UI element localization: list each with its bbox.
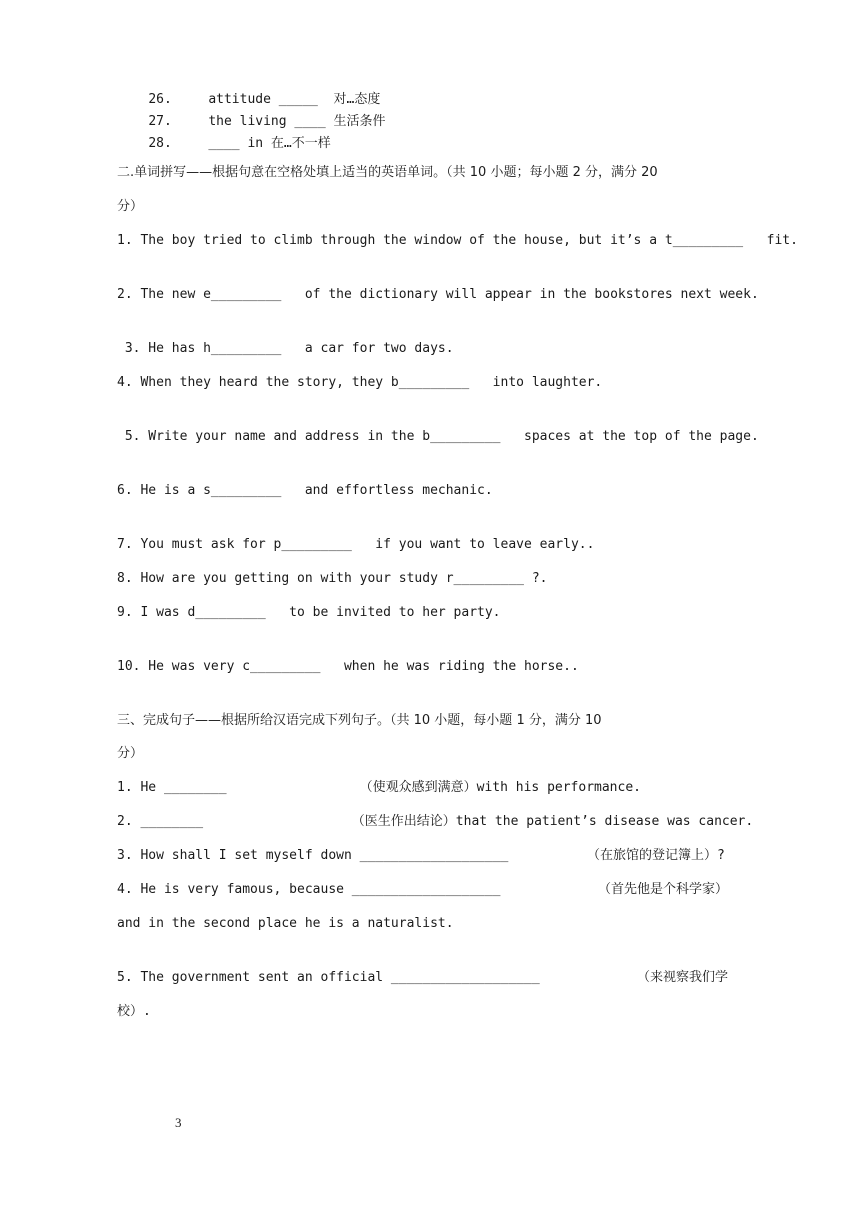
spelling-item-2: 2. The new e_________ of the dictionary will appear in the bookstores next week. bbox=[117, 287, 759, 302]
spelling-item-3: 3. He has h_________ a car for two days. bbox=[117, 341, 454, 356]
completion-sentence-4-cont: and in the second place he is a naturalist. bbox=[117, 916, 454, 931]
vocab-text: attitude _____ 对…态度 bbox=[208, 92, 381, 107]
section2-heading-cont: 分） bbox=[117, 199, 144, 214]
completion-sentence-5: 5. The government sent an official ___________________ bbox=[117, 970, 540, 985]
completion-sentence-4: 4. He is very famous, because ___________________ bbox=[117, 882, 501, 897]
spelling-item-4: 4. When they heard the story, they b_________ into laughter. bbox=[117, 375, 603, 390]
section3-heading-cont: 分） bbox=[117, 746, 144, 761]
completion-sentence-2: 2. ________ （医生作出结论）that the patient’s disease was cancer. bbox=[117, 814, 754, 829]
completion-sentence-4-hint: （首先他是个科学家） bbox=[598, 882, 729, 897]
spelling-item-7: 7. You must ask for p_________ if you want to leave early.. bbox=[117, 537, 595, 552]
completion-sentence-1: 1. He ________ （使观众感到满意）with his performance. bbox=[117, 780, 641, 795]
completion-sentence-3: 3. How shall I set myself down ___________________ bbox=[117, 848, 509, 863]
spelling-item-8: 8. How are you getting on with your study r_________ ?. bbox=[117, 571, 548, 586]
vocab-text: the living ____ 生活条件 bbox=[208, 114, 386, 129]
spelling-item-6: 6. He is a s_________ and effortless mechanic. bbox=[117, 483, 493, 498]
spelling-item-10: 10. He was very c_________ when he was riding the horse.. bbox=[117, 659, 579, 674]
vocab-number: 27. bbox=[148, 114, 172, 129]
vocab-number: 26. bbox=[148, 92, 172, 107]
completion-sentence-5-cont: 校）. bbox=[117, 1004, 151, 1019]
section2-heading: 二.单词拼写——根据句意在空格处填上适当的英语单词。（共 10 小题；每小题 2 分，满分 20 bbox=[117, 165, 658, 180]
vocab-item-28 bbox=[117, 120, 331, 168]
vocab-number: 28. bbox=[148, 136, 172, 151]
spelling-item-9: 9. I was d_________ to be invited to her party. bbox=[117, 605, 501, 620]
page-number: 3 bbox=[175, 1115, 182, 1130]
completion-sentence-5-hint: （来视察我们学 bbox=[637, 970, 729, 985]
completion-sentence-3-hint: （在旅馆的登记簿上）? bbox=[587, 848, 725, 863]
section3-heading: 三、完成句子——根据所给汉语完成下列句子。（共 10 小题，每小题 1 分，满分 10 bbox=[117, 713, 602, 728]
vocab-text: ____ in 在…不一样 bbox=[208, 136, 331, 151]
spelling-item-5: 5. Write your name and address in the b_________ spaces at the top of the page. bbox=[117, 429, 759, 444]
spelling-item-1: 1. The boy tried to climb through the window of the house, but it’s a t_________ fit. bbox=[117, 233, 798, 248]
